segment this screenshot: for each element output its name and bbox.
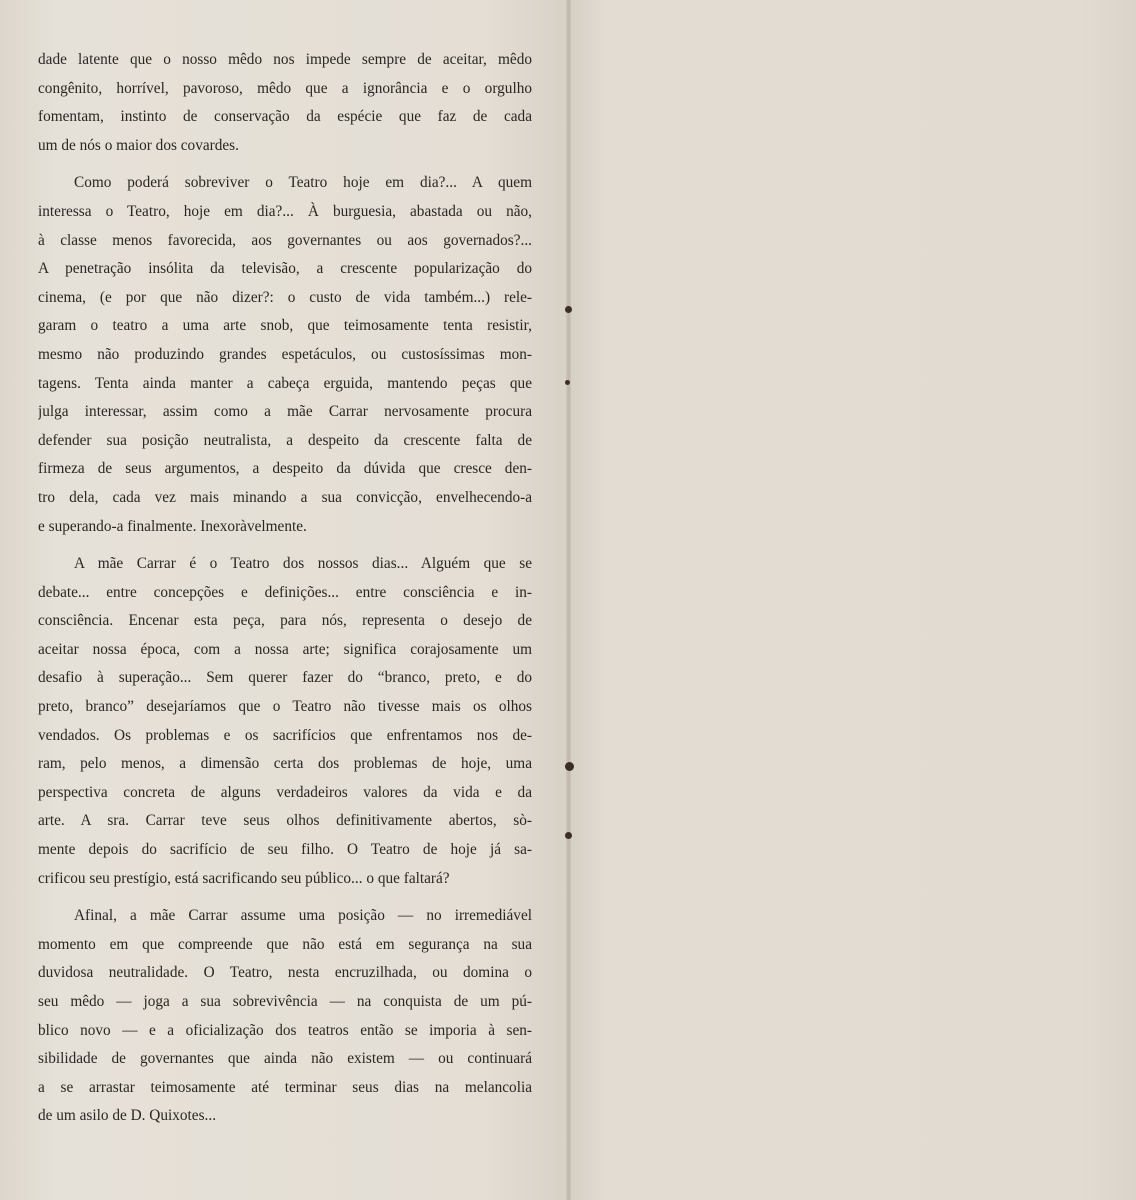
paragraph-spacer (38, 541, 532, 550)
text-line: mesmo não produzindo grandes espetáculos, ou custosíssimas mon- (38, 345, 532, 363)
text-line: A mãe Carrar é o Teatro dos nossos dias... Alguém que se (74, 555, 532, 573)
staple-mark (565, 762, 574, 771)
text-line: cinema, (e por que não dizer?: o custo de vida também...) rele- (38, 288, 532, 306)
text-line: a se arrastar teimosamente até terminar seus dias na melancolia (38, 1078, 532, 1096)
text-line: arte. A sra. Carrar teve seus olhos definitivamente abertos, sò- (38, 812, 532, 830)
text-line: de um asilo de D. Quixotes... (38, 1107, 217, 1125)
text-line: julga interessar, assim como a mãe Carrar nervosamente procura (38, 403, 532, 421)
body-text (38, 46, 532, 1131)
paragraph-spacer (38, 160, 532, 169)
text-line: Afinal, a mãe Carrar assume uma posição — no irremediável (74, 907, 532, 925)
paragraph (38, 46, 532, 160)
text-line: dade latente que o nosso mêdo nos impede sempre de aceitar, mêdo (38, 51, 532, 68)
paragraph-spacer (38, 893, 532, 902)
text-line: consciência. Encenar esta peça, para nós, representa o desejo de (38, 612, 532, 630)
text-line: A penetração insólita da televisão, a crescente popularização do (38, 260, 532, 278)
text-line: mente depois do sacrifício de seu filho. O Teatro de hoje já sa- (38, 841, 532, 859)
text-line: momento em que compreende que não está em segurança na sua (38, 935, 532, 953)
text-line: vendados. Os problemas e os sacrifícios que enfrentamos nos de- (38, 726, 532, 744)
paragraph (38, 169, 532, 541)
text-line: duvidosa neutralidade. O Teatro, nesta encruzilhada, ou domina o (38, 964, 532, 982)
text-line: sibilidade de governantes que ainda não existem — ou continuará (38, 1050, 532, 1068)
staple-mark (565, 380, 570, 385)
text-line: firmeza de seus argumentos, a despeito da dúvida que cresce den- (38, 460, 532, 478)
text-line: um de nós o maior dos covardes. (38, 136, 239, 154)
text-line: debate... entre concepções e definições... entre consciência e in- (38, 583, 532, 601)
text-line: perspectiva concreta de alguns verdadeiros valores da vida e da (38, 783, 532, 801)
text-line: garam o teatro a uma arte snob, que teimosamente tenta resistir, (38, 317, 532, 335)
text-line: congênito, horrível, pavoroso, mêdo que a ignorância e o orgulho (38, 79, 532, 97)
text-line: aceitar nossa época, com a nossa arte; significa corajosamente um (38, 640, 532, 658)
text-line: blico novo — e a oficialização dos teatros então se imporia à sen- (38, 1021, 532, 1039)
text-line: tro dela, cada vez mais minando a sua convicção, envelhecendo-a (38, 488, 532, 506)
text-line: e superando-a finalmente. Inexoràvelmente. (38, 517, 307, 535)
text-line: à classe menos favorecida, aos governantes ou aos governados?... (38, 231, 532, 249)
staple-mark (565, 306, 572, 313)
text-line: interessa o Teatro, hoje em dia?... À burguesia, abastada ou não, (38, 202, 532, 220)
paragraph (38, 902, 532, 1131)
text-line: preto, branco” desejaríamos que o Teatro não tivesse mais os olhos (38, 698, 532, 716)
text-line: desafio à superação... Sem querer fazer do “branco, preto, e do (38, 669, 532, 687)
right-page-blank (571, 0, 1136, 1200)
text-line: Como poderá sobreviver o Teatro hoje em dia?... A quem (74, 174, 532, 192)
text-line: seu mêdo — joga a sua sobrevivência — na conquista de um pú- (38, 993, 532, 1010)
text-line: tagens. Tenta ainda manter a cabeça erguida, mantendo peças que (38, 374, 532, 392)
text-line: crificou seu prestígio, está sacrificando seu público... o que faltará? (38, 869, 450, 887)
text-line: defender sua posição neutralista, a despeito da crescente falta de (38, 431, 532, 449)
text-line: fomentam, instinto de conservação da espécie que faz de cada (38, 108, 532, 126)
paragraph (38, 550, 532, 893)
text-line: ram, pelo menos, a dimensão certa dos problemas de hoje, uma (38, 755, 532, 773)
staple-mark (565, 832, 572, 839)
